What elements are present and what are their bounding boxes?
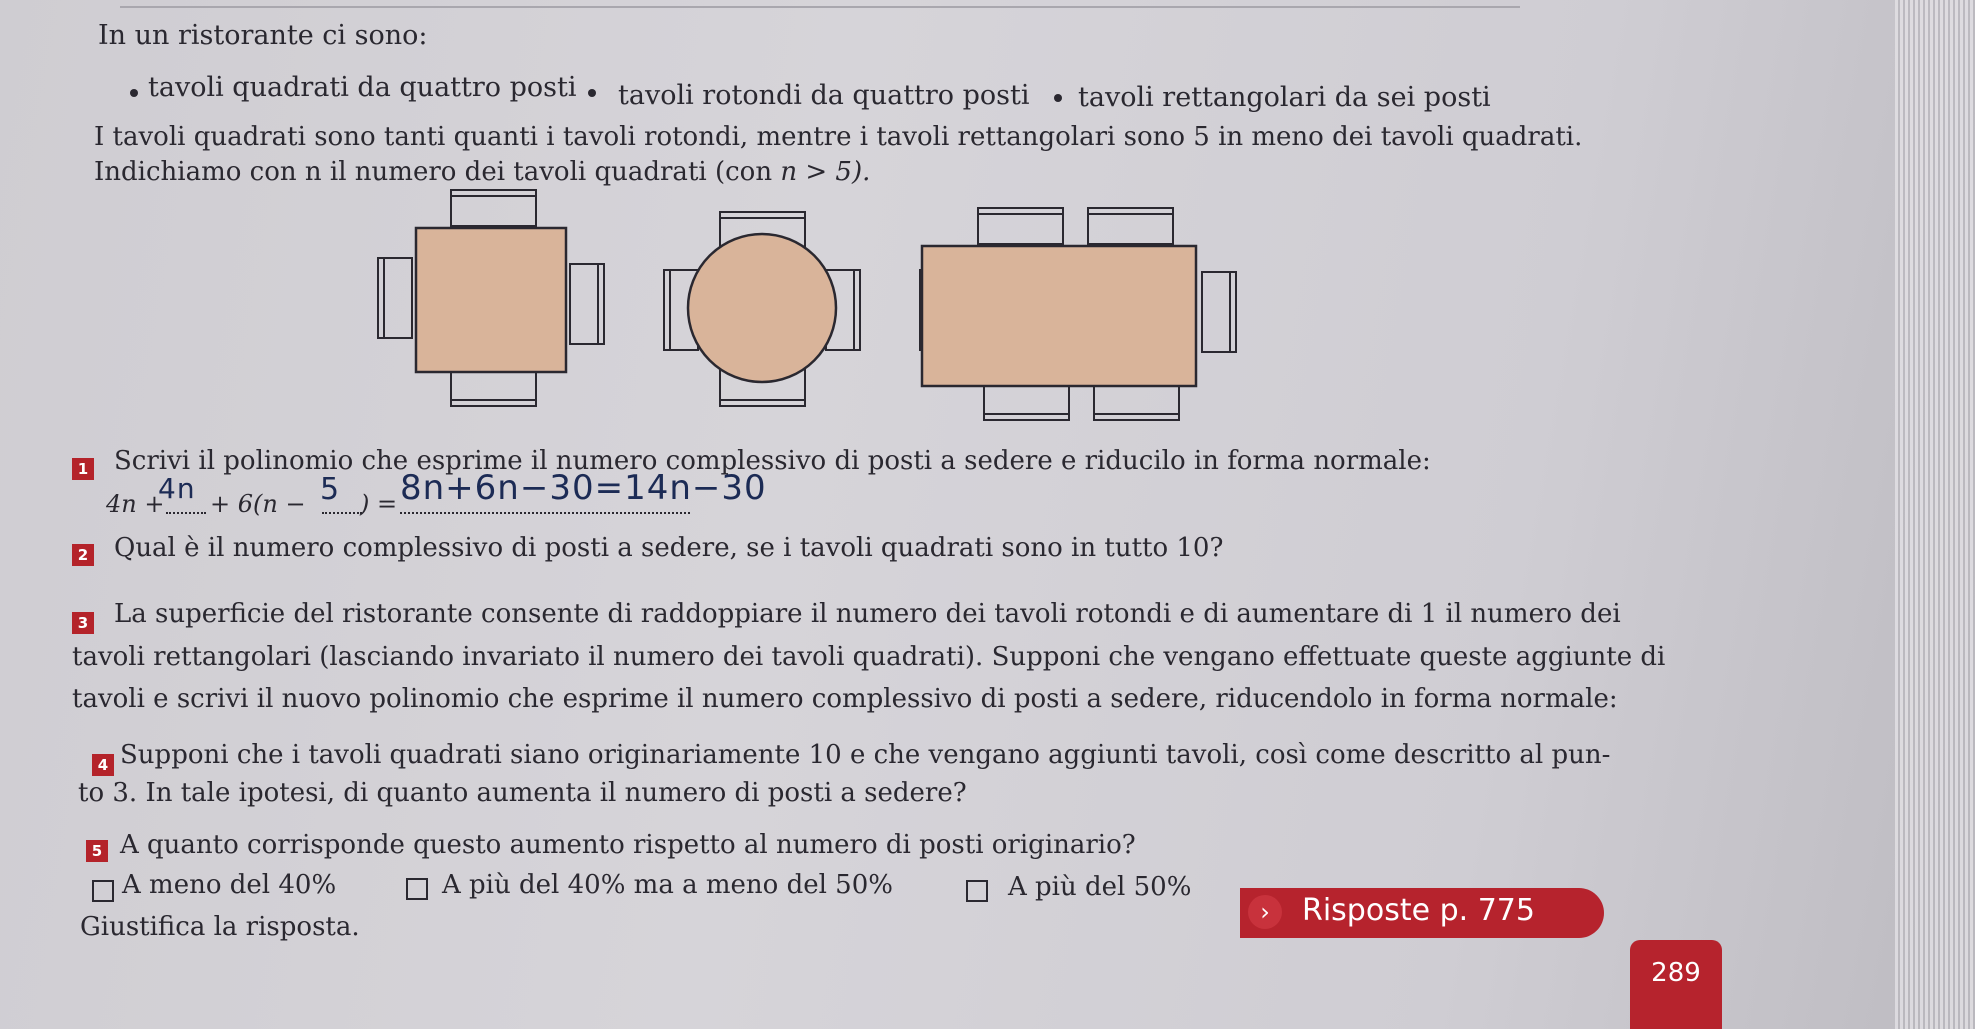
blank-result	[400, 512, 690, 514]
question-number-1: 1	[72, 458, 94, 480]
bullet-square-tables: tavoli quadrati da quattro posti	[148, 72, 577, 103]
rect-table-figure	[920, 208, 1236, 420]
formula-prefix: 4n +	[106, 490, 165, 518]
question-4-line-1: Supponi che i tavoli quadrati siano originariamente 10 e che vengano aggiunti tavoli, così come descritto al pun-	[120, 740, 1611, 770]
option-checkbox-1[interactable]	[92, 880, 114, 902]
question-number-4: 4	[92, 754, 114, 776]
justify-text: Giustifica la risposta.	[80, 912, 360, 942]
question-number-3: 3	[72, 612, 94, 634]
let-text-words: Indichiamo con n il numero dei tavoli quadrati (con	[94, 157, 773, 187]
question-number-5: 5	[86, 840, 108, 862]
option-checkbox-2[interactable]	[406, 878, 428, 900]
page-number: 289	[1651, 958, 1701, 988]
square-table-figure	[378, 190, 604, 406]
question-5-text: A quanto corrisponde questo aumento rispetto al numero di posti originario?	[120, 830, 1136, 860]
formula-mid: + 6(n −	[210, 490, 306, 518]
let-condition: n > 5).	[780, 157, 871, 187]
description-text: I tavoli quadrati sono tanti quanti i tavoli rotondi, mentre i tavoli rettangolari sono 5 in meno dei tavoli quadrati.	[94, 122, 1583, 152]
question-3-line-3: tavoli e scrivi il nuovo polinomio che esprime il numero complessivo di posti a sedere, riducendolo in forma normale:	[72, 684, 1618, 714]
handwritten-result: 8n+6n−30=14n−30	[400, 468, 767, 508]
chevron-right-icon: ›	[1248, 895, 1282, 929]
option-label-1: A meno del 40%	[122, 870, 337, 900]
option-checkbox-3[interactable]	[966, 880, 988, 902]
question-3-line-2: tavoli rettangolari (lasciando invariato il numero dei tavoli quadrati). Supponi che vengano effettuate queste aggiunte di	[72, 642, 1666, 672]
blank-2	[322, 512, 362, 514]
question-4-line-2: to 3. In tale ipotesi, di quanto aumenta il numero di posti a sedere?	[78, 778, 967, 808]
formula-close: ) =	[360, 490, 398, 518]
question-2-text: Qual è il numero complessivo di posti a sedere, se i tavoli quadrati sono in tutto 10?	[114, 533, 1224, 563]
bullet-rect-tables: tavoli rettangolari da sei posti	[1078, 82, 1491, 113]
question-1-text: Scrivi il polinomio che esprime il numero complessivo di posti a sedere e riducilo in forma normale:	[114, 446, 1431, 476]
answers-link-text[interactable]: Risposte p. 775	[1302, 893, 1535, 928]
option-label-3: A più del 50%	[1008, 872, 1192, 902]
question-3-line-1: La superficie del ristorante consente di raddoppiare il numero dei tavoli rotondi e di aumentare di 1 il numero dei	[114, 599, 1621, 629]
intro-text: In un ristorante ci sono:	[98, 20, 428, 51]
handwritten-fill-1: 4n	[158, 472, 196, 505]
option-label-2: A più del 40% ma a meno del 50%	[442, 870, 893, 900]
blank-1	[166, 512, 206, 514]
question-number-2: 2	[72, 544, 94, 566]
bullet-round-tables: tavoli rotondi da quattro posti	[618, 80, 1030, 111]
round-table-figure	[664, 212, 860, 406]
handwritten-fill-2: 5	[320, 472, 341, 507]
